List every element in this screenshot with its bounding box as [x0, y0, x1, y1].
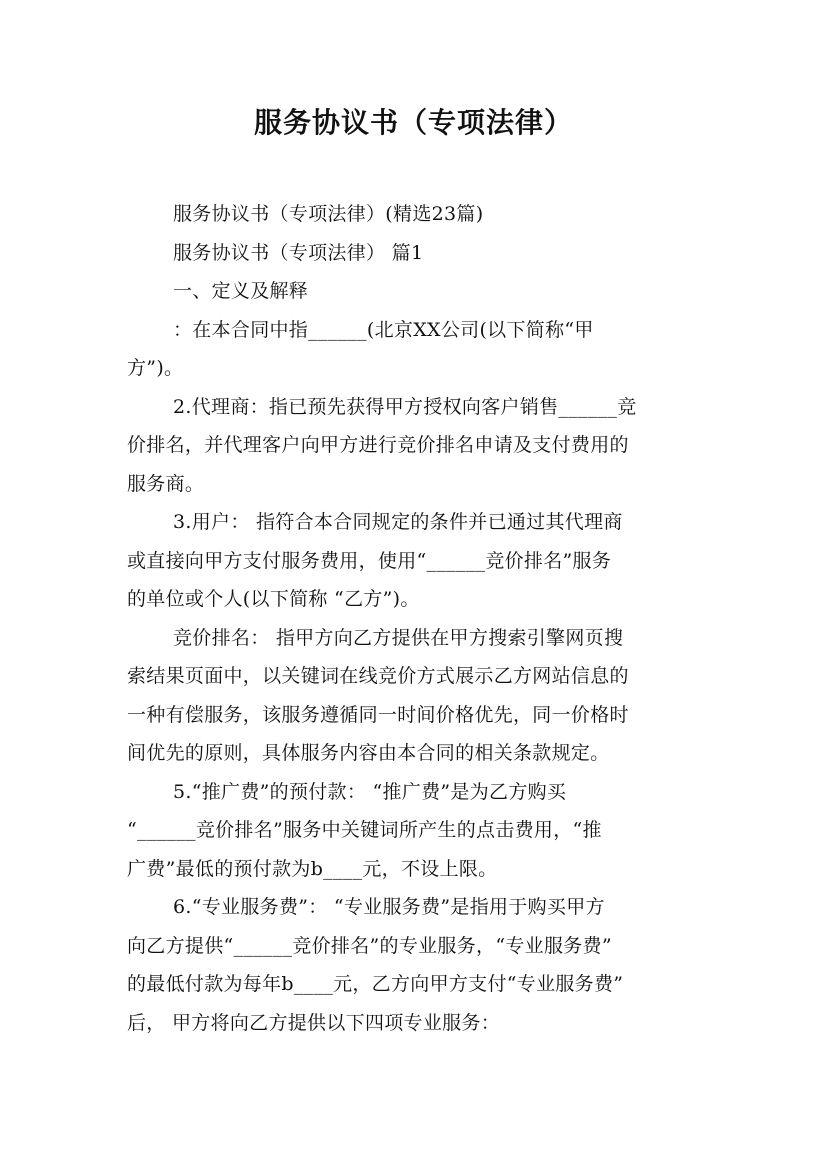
- text-line: 广费”最低的预付款为b____元，不设上限。: [127, 857, 498, 880]
- text-line: 服务协议书（专项法律）(精选23篇): [173, 203, 484, 225]
- text-line: 一种有偿服务，该服务遵循同一时间价格优先，同一价格时: [127, 703, 629, 726]
- paragraph-definition-bidding: [127, 619, 704, 773]
- document-body: [127, 195, 704, 1042]
- paragraph-subtitle: [127, 195, 704, 234]
- paragraph-definition-1: [127, 311, 704, 388]
- text-line: 5.“推广费”的预付款： “推广费”是为乙方购买: [173, 780, 567, 803]
- text-line: 间优先的原则，具体服务内容由本合同的相关条款规定。: [127, 742, 610, 764]
- paragraph-definition-promotion-fee: [127, 773, 704, 889]
- text-line: ：在本合同中指______(北京XX公司(以下简称“甲: [173, 318, 594, 341]
- text-line: 方”)。: [127, 357, 184, 379]
- text-line: 竞价排名： 指甲方向乙方提供在甲方搜索引擎网页搜: [173, 626, 624, 649]
- paragraph-definitions-heading: [127, 272, 704, 311]
- paragraph-definition-service-fee: [127, 888, 704, 1042]
- text-line: 一、定义及解释: [173, 280, 309, 302]
- paragraph-definition-user: [127, 503, 704, 619]
- document-title: 服务协议书（专项法律）: [253, 106, 573, 139]
- text-line: 服务协议书（专项法律） 篇1: [173, 241, 424, 264]
- text-line: 的最低付款为每年b____元，乙方向甲方支付“专业服务费”: [127, 973, 624, 995]
- paragraph-definition-agent: [127, 388, 704, 504]
- text-line: 2.代理商：指已预先获得甲方授权向客户销售______竞: [173, 395, 637, 418]
- paragraph-section-heading: [127, 234, 704, 273]
- text-line: 或直接向甲方支付服务费用，使用“______竞价排名”服务: [127, 549, 612, 572]
- text-line: 价排名，并代理客户向甲方进行竞价排名申请及支付费用的: [127, 434, 629, 456]
- text-line: 6.“专业服务费”： “专业服务费”是指用于购买甲方: [173, 896, 605, 918]
- text-line: 3.用户： 指符合本合同规定的条件并已通过其代理商: [173, 511, 623, 533]
- text-line: “______竞价排名”服务中关键词所产生的点击费用，“推: [127, 819, 602, 841]
- text-line: 后， 甲方将向乙方提供以下四项专业服务：: [127, 1011, 501, 1034]
- text-line: 服务商。: [127, 472, 205, 495]
- text-line: 的单位或个人(以下简称 “乙方”)。: [127, 588, 420, 610]
- text-line: 索结果页面中，以关键词在线竞价方式展示乙方网站信息的: [127, 665, 629, 687]
- text-line: 向乙方提供“______竞价排名”的专业服务，“专业服务费”: [127, 934, 612, 957]
